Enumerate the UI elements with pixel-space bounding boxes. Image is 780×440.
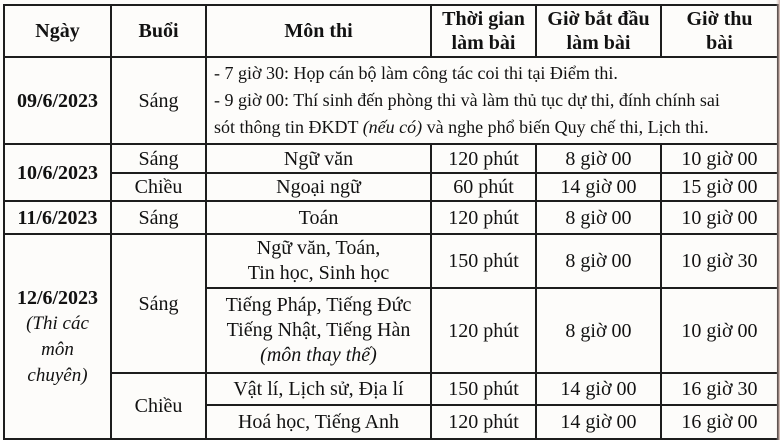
collect-time-cell: 16 giờ 00 xyxy=(661,405,778,439)
subject-cell: Vật lí, Lịch sử, Địa lí xyxy=(206,373,431,405)
collect-time-cell: 10 giờ 00 xyxy=(661,144,778,173)
start-time-cell: 8 giờ 00 xyxy=(536,288,661,373)
start-time-cell: 8 giờ 00 xyxy=(536,201,661,234)
start-time-cell: 14 giờ 00 xyxy=(536,373,661,405)
session-cell: Sáng xyxy=(111,234,206,373)
table-row-day12-afternoon-1 xyxy=(4,373,778,405)
note-line-1: - 7 giờ 30: Họp cán bộ làm công tác coi thi tại Điểm thi. xyxy=(214,63,618,83)
header-row xyxy=(4,5,778,57)
col-header-date-label: Ngày xyxy=(35,20,80,42)
subject-note: (môn thay thế) xyxy=(260,344,377,366)
duration-cell: 150 phút xyxy=(431,234,536,288)
session-cell: Sáng xyxy=(111,201,206,234)
notes-cell xyxy=(206,57,778,144)
scan-edge-artifact xyxy=(776,0,780,440)
date-cell: 10/6/2023 xyxy=(4,144,111,201)
col-header-subject-label: Môn thi xyxy=(284,20,353,42)
col-header-subject xyxy=(206,5,431,57)
duration-cell: 120 phút xyxy=(431,288,536,373)
subject-cell: Ngữ văn, Toán, Tin học, Sinh học xyxy=(206,234,431,288)
duration-cell: 150 phút xyxy=(431,373,536,405)
table-row-day12-morning-1 xyxy=(4,234,778,288)
date-note-line: môn xyxy=(41,338,74,360)
duration-cell: 60 phút xyxy=(431,173,536,201)
date-cell: 11/6/2023 xyxy=(4,201,111,234)
note-line-2: - 9 giờ 00: Thí sinh đến phòng thi và làm thủ tục dự thi, đính chính sai xyxy=(214,90,720,110)
collect-time-cell: 10 giờ 00 xyxy=(661,201,778,234)
col-header-collect-time: Giờ thu bài xyxy=(661,5,778,57)
col-header-session-label: Buổi xyxy=(138,20,179,42)
duration-cell: 120 phút xyxy=(431,405,536,439)
col-header-duration: Thời gian làm bài xyxy=(431,5,536,57)
collect-time-cell: 10 giờ 00 xyxy=(661,288,778,373)
col-header-session xyxy=(111,5,206,57)
duration-cell: 120 phút xyxy=(431,201,536,234)
subject-cell: Tiếng Pháp, Tiếng Đức Tiếng Nhật, Tiếng Hàn (môn thay thế) xyxy=(206,288,431,373)
start-time-cell: 14 giờ 00 xyxy=(536,405,661,439)
table-row-day09 xyxy=(4,57,778,144)
session-cell: Sáng xyxy=(111,57,206,144)
date-cell: 09/6/2023 xyxy=(4,57,111,144)
date-note-line: chuyên) xyxy=(27,364,88,386)
exam-schedule-table xyxy=(3,4,779,440)
collect-time-cell: 10 giờ 30 xyxy=(661,234,778,288)
session-cell: Chiều xyxy=(111,373,206,439)
duration-cell: 120 phút xyxy=(431,144,536,173)
note-line-3: sót thông tin ĐKDT (nếu có) và nghe phổ biến Quy chế thi, Lịch thi. xyxy=(214,117,709,137)
col-header-date xyxy=(4,5,111,57)
table-row-day10-morning xyxy=(4,144,778,173)
collect-time-cell: 16 giờ 30 xyxy=(661,373,778,405)
date-label: 12/6/2023 xyxy=(16,286,99,309)
date-note-line: (Thi các xyxy=(26,312,89,334)
subject-cell: Hoá học, Tiếng Anh xyxy=(206,405,431,439)
session-cell: Chiều xyxy=(111,173,206,201)
start-time-cell: 14 giờ 00 xyxy=(536,173,661,201)
table-row-day10-afternoon xyxy=(4,173,778,201)
start-time-cell: 8 giờ 00 xyxy=(536,234,661,288)
col-header-start-time: Giờ bắt đầu làm bài xyxy=(536,5,661,57)
subject-cell: Toán xyxy=(206,201,431,234)
subject-cell: Ngoại ngữ xyxy=(206,173,431,201)
date-cell xyxy=(4,234,111,439)
start-time-cell: 8 giờ 00 xyxy=(536,144,661,173)
table-row-day11 xyxy=(4,201,778,234)
session-cell: Sáng xyxy=(111,144,206,173)
subject-cell: Ngữ văn xyxy=(206,144,431,173)
collect-time-cell: 15 giờ 00 xyxy=(661,173,778,201)
